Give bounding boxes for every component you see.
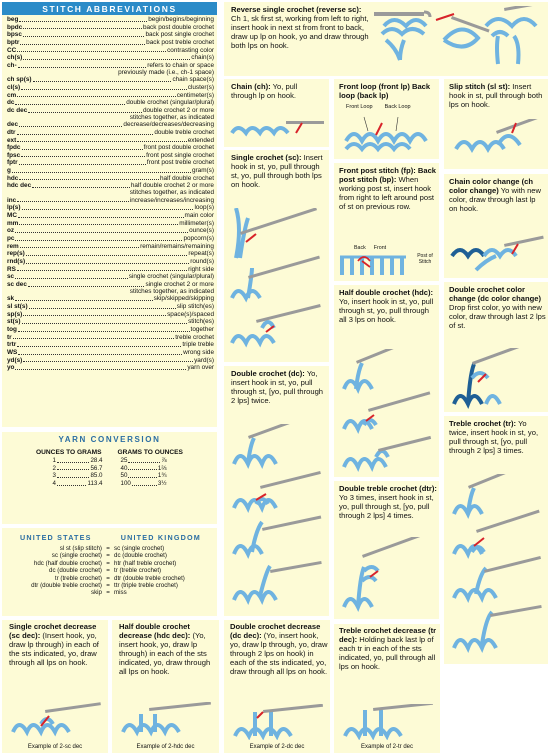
abbreviation-value: ounce(s) — [189, 227, 214, 235]
abbreviation-row — [7, 92, 214, 100]
grams-to-ounces-header: GRAMS TO OUNCES — [117, 448, 183, 456]
us-uk-row: sl st (slip stitch) = sc (single crochet) — [6, 545, 185, 552]
abbreviation-row — [7, 76, 214, 84]
us-title: UNITED STATES — [20, 533, 92, 542]
abbreviation-key: ext — [7, 136, 17, 144]
abbreviation-row — [7, 47, 214, 55]
abbreviation-row — [7, 99, 214, 107]
abbreviation-key: bptr — [7, 38, 20, 46]
abbreviation-value: begin/begins/beginning — [148, 16, 214, 23]
abbreviation-value: back post double crochet — [142, 23, 214, 31]
abbreviation-key: CC — [7, 46, 17, 54]
double-treble-crochet-text: Yo 3 times, insert hook in st, yo, pull through st, [yo, pull through 2 lps] 4 times. — [339, 492, 434, 520]
grams-value: 56.7 — [90, 464, 103, 472]
yarn-conversion-row — [2, 457, 217, 465]
us-uk-row: hdc (half double crochet) = htr (half treble crochet) — [6, 560, 185, 567]
dc-color-change-illustration — [446, 348, 546, 410]
abbreviation-value: popcorn(s) — [183, 235, 214, 243]
abbreviation-value: remain/remains/remaining — [140, 242, 214, 250]
abbreviation-key: dc dec — [7, 106, 28, 114]
grams-value: 113.4 — [87, 479, 103, 487]
abbreviation-row — [7, 144, 214, 152]
us-uk-row: tr (treble crochet) = dtr (double treble crochet) — [6, 575, 185, 582]
uk-term: ttr (triple treble crochet) — [114, 582, 178, 590]
abbreviation-key: bpdc — [7, 23, 23, 31]
back-post-label: Back — [354, 245, 366, 251]
post-of-stitch-label: Post of Stitch — [417, 253, 433, 265]
grams-value: 85.0 — [90, 472, 103, 480]
ounces-value: 1 — [52, 457, 56, 465]
abbreviation-value: loop(s) — [194, 204, 214, 212]
card-chain — [224, 79, 329, 147]
abbreviation-key: rep(s) — [7, 250, 25, 258]
abbreviation-value-cont: stitches together, as indicated — [129, 113, 214, 121]
abbreviation-value: space(s)/spaced — [167, 310, 214, 318]
abbreviation-value: half double crochet 2 or more — [130, 182, 214, 190]
double-treble-crochet-title: Double treble crochet (dtr): — [339, 484, 437, 493]
abbreviation-value: repeat(s) — [188, 250, 214, 258]
abbreviation-value: right side — [188, 265, 214, 273]
card-dc-decrease — [224, 620, 330, 753]
treble-crochet-text: Yo twice, insert hook in st, yo, pull through st, [yo, pull through 2 lps] 3 times. — [449, 419, 539, 455]
abbreviation-value: front post single crochet — [146, 151, 214, 159]
abbreviation-row — [7, 311, 214, 319]
abbreviation-value: half double crochet — [159, 174, 214, 182]
us-term: dtr (double treble crochet) — [31, 582, 102, 590]
abbreviation-row — [7, 220, 214, 228]
grams-value: 25 — [120, 457, 128, 465]
abbreviation-row — [7, 212, 214, 220]
grams-value: 40 — [120, 464, 128, 472]
card-loops — [334, 79, 439, 159]
abbreviation-key: MC — [7, 212, 17, 220]
chain-color-change-illustration — [446, 234, 546, 274]
abbreviation-key: mm — [7, 219, 19, 227]
abbreviation-value: millimeter(s) — [179, 219, 214, 227]
chain-illustration — [226, 113, 326, 145]
abbreviation-value: main color — [184, 212, 214, 220]
post-stitch-title: Front post stitch (fp): Back post stitch (bp): — [339, 166, 437, 184]
tr-decrease-text: Holding back last lp of each tr in each of the sts indicated, yo, pull through all lps on hook. — [339, 634, 436, 671]
abbreviation-key: trtr — [7, 341, 17, 349]
abbreviation-key: oz — [7, 227, 15, 235]
abbreviation-value: chain space(s) — [172, 76, 214, 84]
abbreviation-value: chain(s) — [191, 54, 214, 62]
tr-decrease-caption: Example of 2-tr dec — [360, 744, 414, 750]
abbreviation-key: pc — [7, 235, 15, 243]
abbreviation-value: front post treble crochet — [146, 159, 214, 167]
hdc-decrease-caption: Example of 2-hdc dec — [136, 744, 195, 750]
abbreviation-value: decrease/decreases/decreasing — [123, 121, 214, 129]
slip-stitch-illustration — [446, 119, 546, 167]
abbreviation-row — [7, 129, 214, 137]
abbreviation-row — [7, 24, 214, 32]
abbreviation-row — [7, 204, 214, 212]
abbreviation-key: rnd(s) — [7, 258, 26, 265]
card-treble-crochet — [444, 416, 548, 664]
abbreviation-row — [7, 303, 214, 311]
reverse-sc-text: Ch 1, sk first st, working from left to right, insert hook in next st from front to back, draw up lp on hook, yo and draw through both lps on hook. — [231, 13, 369, 50]
abbreviation-value: single crochet (singular/plural) — [128, 273, 214, 281]
ounces-value: 3 — [52, 472, 56, 480]
double-crochet-illustration — [226, 424, 326, 614]
slip-stitch-text: Insert hook in st, pull through both lps on hook. — [449, 82, 543, 109]
abbreviation-value: together — [190, 325, 214, 333]
abbreviations-list — [2, 15, 217, 372]
abbreviation-value: double treble crochet — [154, 128, 214, 136]
abbreviation-key: inc — [7, 196, 17, 204]
post-stitch-illustration — [336, 251, 416, 277]
abbreviation-value: slip stitch(es) — [176, 302, 214, 310]
single-crochet-title: Single crochet (sc): — [231, 153, 302, 162]
abbreviation-value: gram(s) — [191, 167, 214, 175]
yarn-conversion-row — [2, 480, 217, 488]
abbreviation-row — [7, 39, 214, 47]
abbreviation-key: fpdc — [7, 144, 21, 152]
half-double-crochet-title: Half double crochet (hdc): — [339, 288, 434, 297]
us-term: skip — [90, 589, 102, 597]
card-sc-decrease — [2, 620, 108, 753]
us-term: sc (single crochet) — [51, 552, 102, 560]
us-uk-row: sc (single crochet) = dc (double crochet) — [6, 552, 185, 559]
abbreviation-key: sp(s) — [7, 310, 23, 318]
abbreviation-value: centimeter(s) — [176, 91, 214, 99]
abbreviation-row — [7, 273, 214, 281]
ounces-value: 1⅔ — [157, 464, 167, 472]
abbreviation-row — [7, 54, 214, 62]
sc-decrease-text: (Insert hook, yo, draw lp through) in each of the sts indicated, yo, draw through all lps on hook. — [9, 630, 99, 667]
abbreviation-row — [7, 250, 214, 258]
abbreviation-row — [7, 266, 214, 274]
half-double-crochet-illustration — [336, 349, 436, 473]
front-post-label: Front — [373, 245, 387, 251]
abbreviation-value-cont: stitches together, as indicated — [129, 287, 214, 295]
abbreviation-row — [7, 167, 214, 175]
uk-term: dc (double crochet) — [114, 552, 167, 560]
sc-decrease-title: Single crochet decrease (sc dec): — [9, 622, 97, 640]
hdc-decrease-illustration — [115, 702, 215, 738]
abbreviation-row — [7, 326, 214, 334]
abbreviation-row — [7, 318, 214, 326]
abbreviation-row — [7, 84, 214, 92]
chain-color-change-text: Yo with new color, draw through last lp on hook. — [449, 185, 542, 213]
double-crochet-title: Double crochet (dc): — [231, 369, 305, 378]
dc-color-change-title: Double crochet color change (dc color change) — [449, 285, 541, 303]
card-double-treble-crochet — [334, 481, 439, 619]
abbreviation-value: double crochet 2 or more — [142, 106, 214, 114]
sc-decrease-caption: Example of 2-sc dec — [27, 744, 83, 750]
abbreviation-key: g — [7, 167, 11, 175]
us-uk-row: dtr (double treble crochet) = ttr (triple treble crochet) — [6, 582, 185, 589]
ounces-to-grams-header: OUNCES TO GRAMS — [36, 448, 102, 456]
abbreviation-key: hdc — [7, 174, 19, 182]
abbreviations-title: STITCH ABBREVIATIONS — [2, 2, 217, 15]
abbreviation-key: sc dec — [7, 280, 27, 288]
card-chain-color-change — [444, 174, 548, 278]
abbreviation-value: round(s) — [190, 258, 214, 265]
ounces-value: ⅞ — [161, 457, 167, 465]
abbreviation-row — [7, 175, 214, 183]
abbreviation-value: wrong side — [183, 348, 214, 356]
abbreviation-row — [7, 349, 214, 357]
abbreviation-key: beg — [7, 16, 19, 23]
chain-text: Yo, pull through lp on hook. — [231, 82, 298, 100]
abbreviation-key: dc — [7, 99, 15, 107]
abbreviation-row — [7, 152, 214, 160]
hdc-decrease-title: Half double crochet decrease (hdc dec): — [119, 622, 191, 640]
grams-value: 50 — [120, 472, 128, 480]
ounces-value: 4 — [52, 479, 56, 487]
yarn-conversion-row — [2, 465, 217, 473]
abbreviation-value: increase/increases/increasing — [129, 196, 214, 204]
abbreviation-value: yard(s) — [194, 356, 214, 364]
abbreviation-value-cont: previously made (i.e., ch-1 space) — [118, 68, 214, 76]
abbreviation-key: ch- — [7, 61, 17, 69]
half-double-crochet-text: Yo, insert hook in st, yo, pull through st, yo, pull through all 3 lps on hook. — [339, 296, 434, 324]
yarn-conversion-title: YARN CONVERSION — [58, 435, 161, 444]
front-loop-label: Front Loop — [346, 104, 373, 110]
abbreviation-row — [7, 227, 214, 235]
us-uk-table — [6, 545, 185, 597]
abbreviation-row — [7, 197, 214, 205]
single-crochet-illustration — [226, 208, 326, 358]
abbreviation-value: back post single crochet — [145, 31, 214, 39]
abbreviation-row — [7, 31, 214, 39]
yarn-conversion-row — [2, 472, 217, 480]
us-uk-row: dc (double crochet) = tr (treble crochet) — [6, 567, 185, 574]
hdc-decrease-text: (Yo, insert hook, yo, draw lp through) in each of the sts indicated, yo, draw through all lps on hook. — [119, 630, 211, 676]
reverse-sc-illustration — [374, 6, 544, 72]
abbreviation-value: stitch(es) — [188, 318, 214, 326]
dc-decrease-text: (Yo, insert hook, yo, draw lp through, yo, draw through 2 lps on hook) in each of the sts indicated, yo, draw through all lps on hook. — [230, 630, 328, 676]
card-blank — [444, 668, 548, 753]
abbreviation-value: triple treble — [182, 341, 214, 349]
abbreviation-key: lp(s) — [7, 204, 21, 212]
card-dc-color-change — [444, 282, 548, 412]
abbreviation-row — [7, 159, 214, 167]
slip-stitch-title: Slip stitch (sl st): — [449, 82, 511, 91]
abbreviation-row — [7, 137, 214, 145]
yarn-conversion-table — [2, 457, 217, 487]
abbreviation-value: treble crochet — [175, 333, 214, 341]
us-term: dc (double crochet) — [49, 567, 102, 575]
abbreviation-key: sc — [7, 273, 15, 281]
chain-title: Chain (ch): — [231, 82, 271, 91]
us-term: sl st (slip stitch) — [59, 545, 102, 552]
card-reverse-sc — [224, 2, 548, 76]
abbreviations-panel — [2, 2, 217, 427]
sc-decrease-illustration — [5, 702, 105, 738]
back-loop-label: Back Loop — [384, 104, 411, 110]
dc-decrease-caption: Example of 2-dc dec — [249, 744, 305, 750]
treble-crochet-illustration — [446, 474, 546, 660]
reverse-sc-title: Reverse single crochet (reverse sc): — [231, 5, 362, 14]
abbreviation-key: fpsc — [7, 151, 21, 159]
dc-decrease-illustration — [227, 704, 327, 740]
abbreviation-key: cl(s) — [7, 83, 21, 91]
abbreviation-key: dec — [7, 121, 19, 129]
post-stitch-text: When working post st, insert hook from right to left around post of st on previous row. — [339, 174, 434, 211]
card-half-double-crochet — [334, 285, 439, 477]
abbreviation-value: single crochet 2 or more — [145, 280, 214, 288]
abbreviation-row — [7, 258, 214, 266]
abbreviation-row — [7, 295, 214, 303]
abbreviation-key: dtr — [7, 128, 16, 136]
ounces-value: 1¾ — [157, 472, 167, 480]
abbreviation-value: double crochet (singular/plural) — [126, 99, 214, 107]
double-crochet-text: Yo, insert hook in st, yo, pull through st, [yo, pull through 2 lps] twice. — [231, 369, 324, 405]
loops-title: Front loop (front lp) Back loop (back lp) — [339, 82, 431, 100]
abbreviation-key: tr — [7, 333, 12, 341]
uk-term: sc (single crochet) — [114, 545, 165, 552]
abbreviation-key: tog — [7, 325, 17, 333]
abbreviation-key: hdc dec — [7, 182, 32, 190]
us-term: hdc (half double crochet) — [33, 559, 102, 567]
uk-term: htr (half treble crochet) — [114, 559, 177, 567]
abbreviation-value: contrasting color — [167, 46, 214, 54]
card-slip-stitch — [444, 79, 548, 169]
abbreviation-row — [7, 235, 214, 243]
tr-decrease-illustration — [337, 704, 437, 740]
uk-term: tr (treble crochet) — [114, 567, 162, 575]
single-crochet-text: Insert hook in st, yo, pull through st, yo, pull through both lps on hook. — [231, 153, 323, 189]
card-double-crochet — [224, 366, 329, 616]
grams-value: 28.4 — [90, 457, 103, 465]
double-treble-crochet-illustration — [336, 537, 436, 617]
abbreviation-row — [7, 121, 214, 129]
chain-color-change-title: Chain color change (ch color change) — [449, 177, 533, 195]
abbreviation-value: refers to chain or space — [147, 61, 214, 69]
card-tr-decrease — [334, 624, 440, 753]
abbreviation-key: RS — [7, 265, 16, 273]
ounces-value: 3½ — [157, 479, 167, 487]
dc-color-change-text: Drop first color, yo with new color, draw through last 2 lps of st. — [449, 302, 546, 330]
abbreviation-value-cont: stitches together, as indicated — [129, 189, 214, 197]
abbreviation-row — [7, 243, 214, 251]
loops-illustration — [336, 111, 436, 157]
abbreviation-key: sl st(s) — [7, 302, 28, 310]
abbreviation-value: front post double crochet — [143, 144, 214, 152]
abbreviation-key: yd(s) — [7, 356, 23, 364]
abbreviation-key: WS — [7, 348, 18, 356]
uk-term: miss — [114, 589, 127, 597]
us-uk-row: skip = miss — [6, 589, 185, 596]
abbreviation-value: cluster(s) — [187, 83, 214, 91]
card-single-crochet — [224, 150, 329, 362]
card-post-stitch — [334, 163, 439, 281]
abbreviation-key: cm — [7, 91, 17, 99]
abbreviation-value: back post treble crochet — [146, 38, 214, 46]
abbreviation-row — [7, 334, 214, 342]
abbreviation-key: st(s) — [7, 318, 21, 326]
abbreviation-key: sk — [7, 295, 15, 303]
card-hdc-decrease — [112, 620, 219, 753]
abbreviation-key: fptr — [7, 159, 18, 167]
abbreviation-value: extended — [187, 136, 214, 144]
ounces-value: 2 — [52, 464, 56, 472]
treble-crochet-title: Treble crochet (tr): — [449, 419, 517, 428]
abbreviation-value: yarn over — [187, 364, 214, 372]
abbreviation-row — [7, 364, 214, 372]
us-term: tr (treble crochet) — [54, 574, 102, 582]
abbreviation-row — [7, 357, 214, 365]
abbreviation-row — [7, 16, 214, 24]
abbreviation-key: bpsc — [7, 31, 22, 39]
abbreviation-key: ch sp(s) — [7, 76, 32, 84]
grams-value: 100 — [120, 479, 131, 487]
uk-title: UNITED KINGDOM — [120, 533, 201, 542]
abbreviation-value: skip/skipped/skipping — [153, 295, 214, 303]
dc-decrease-title: Double crochet decrease (dc dec): — [230, 622, 321, 640]
abbreviation-key: ch(s) — [7, 54, 23, 62]
uk-term: dtr (double treble crochet) — [114, 574, 185, 582]
tr-decrease-title: Treble crochet decrease (tr dec): — [339, 626, 437, 644]
us-uk-panel — [2, 528, 217, 616]
yarn-conversion-panel — [2, 432, 217, 524]
abbreviation-key: yo — [7, 364, 15, 372]
abbreviation-row — [7, 341, 214, 349]
abbreviation-key: rem — [7, 242, 19, 250]
